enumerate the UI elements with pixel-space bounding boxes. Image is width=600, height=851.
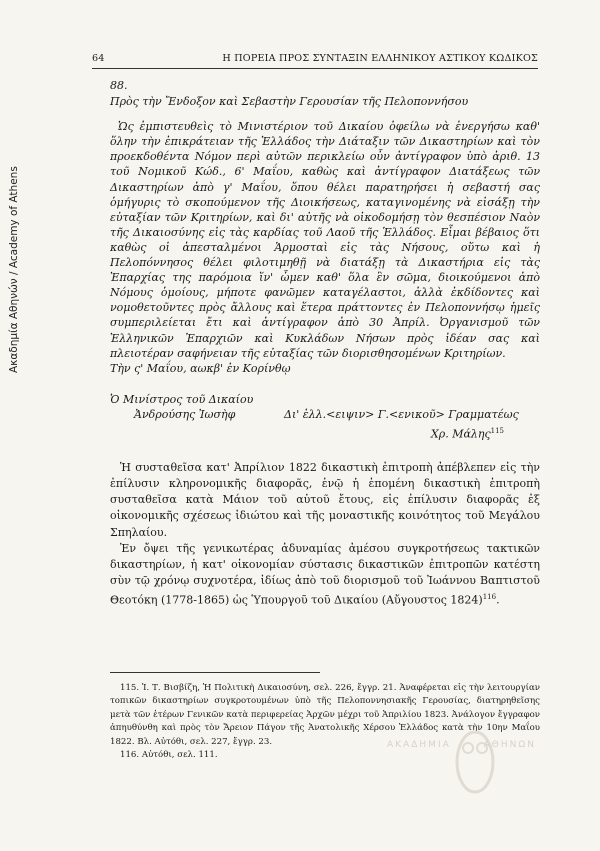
signature-right-name xyxy=(431,424,504,442)
signature-left-name: Ἀνδρούσης Ἰωσὴφ xyxy=(134,407,236,421)
document-number: 88. xyxy=(110,79,128,92)
signature-right-name-text: Χρ. Μάλης xyxy=(430,427,491,441)
document-date-line: Τὴν ς' Μαΐου, αωκβ' ἐν Κορίνθῳ xyxy=(110,361,291,375)
body-paragraph-2-text: Ἐν ὄψει τῆς γενικωτέρας ἀδυναμίας ἀμέσου συγκροτήσεως τακτικῶν δικαστηρίων, ἡ κατ' οἰκονομίαν σύστασις δικαστικῶν ἐπιτροπῶν κατέστη σὺν τῷ χρόνῳ συχνοτέρα, ἰδίως ἀπὸ τοῦ διορισμοῦ τοῦ Ἰωάννου Βαπτιστοῦ Θεοτόκη (1778-1865) ὡς Ὑπουργοῦ τοῦ Δικαίου (Αὔγουστος 1824) xyxy=(110,541,540,608)
body-text xyxy=(110,460,540,609)
body-paragraph-2-end: . xyxy=(496,594,500,608)
running-title: Η ΠΟΡΕΙΑ ΠΡΟΣ ΣΥΝΤΑΞΙΝ ΕΛΛΗΝΙΚΟΥ ΑΣΤΙΚΟΥ ΚΩΔΙΚΟΣ xyxy=(222,53,538,64)
signature-left-title: Ὁ Μινίστρος τοῦ Δικαίου xyxy=(110,392,254,406)
footnote-ref-115: 115 xyxy=(490,426,504,435)
signature-block xyxy=(110,392,540,456)
footnote-rule xyxy=(110,672,320,673)
watermark-right: ΑΘΗΝΩΝ xyxy=(483,740,536,750)
body-paragraph-2 xyxy=(110,541,540,609)
signature-right-title: Δι' ἑλλ.<ειψιν> Γ.<ενικοῦ> Γραμματέως xyxy=(284,407,519,421)
watermark xyxy=(359,740,536,750)
document-address: Πρὸς τὴν Ἔνδοξον καὶ Σεβαστὴν Γερουσίαν τῆς Πελοποννήσου xyxy=(110,95,469,109)
page-content xyxy=(110,78,540,609)
owl-watermark-icon xyxy=(450,722,500,802)
footnote-116: 116. Αὐτόθι, σελ. 111. xyxy=(120,750,218,761)
body-paragraph: Ἡ συσταθεῖσα κατ' Ἀπρίλιον 1822 δικαστικὴ ἐπιτροπὴ ἀπέβλεπεν εἰς τὴν ἐπίλυσιν κληρονομικῆς διαφορᾶς, ἐνῷ ἡ ἑπομένη δικαστικὴ ἐπιτροπὴ συσταθεῖσα κατὰ Μάιον τοῦ αὐτοῦ ἔτους, εἰς ἐπίλυσιν διαφορᾶς ἐξ οἰκονομικῆς σχέσεως ἰδιώτου καὶ τῆς μοναστικῆς κοινότητος τοῦ Μεγάλου Σπηλαίου. xyxy=(110,460,540,539)
side-label: Ακαδημία Αθηνών / Academy of Athens xyxy=(8,166,20,374)
footnote-ref-116: 116 xyxy=(482,593,497,602)
footnote-115: 115. Ἰ. Τ. Βισβίζη, Ἡ Πολιτικὴ Δικαιοσύνη, σελ. 226, ἔγγρ. 21. Ἀναφέρεται εἰς τὴν λειτουργίαν τοπικῶν δικαστηρίων συγκροτουμένων ὑπὸ τῆς Πελοποννησιακῆς Γερουσίας, διατηρηθεῖσης μετὰ τῶν ἑτέρων Γενικῶν κατὰ περιφερείας Ἀρχῶν μέχρι τοῦ Ἀπριλίου 1823. Ἀνάλογον ἔγγραφον ἀπηυθύνθη καὶ πρὸς τὸν Ἄρειον Πάγον τῆς Ἀνατολικῆς Χέρσου Ἑλλάδος κατὰ τὴν 10ην Μαΐου 1822. Βλ. Αὐτόθι, σελ. 227, ἔγγρ. 23. xyxy=(110,683,540,747)
page-number: 64 xyxy=(92,53,105,64)
document-text: Ὡς ἐμπιστευθεὶς τὸ Μινιστέριον τοῦ Δικαίου ὀφείλω νὰ ἐνεργήσω καθ' ὅλην τὴν ἐπικράτειαν τῆς Ἑλλάδος τὴν Διάταξιν τῶν Δικαστηρίων καὶ τὸν προεκδοθέντα Νόμον περὶ αὐτῶν περικλείω οὖν ἀντίγραφον ὑπὸ ἀριθ. 13 τοῦ Νομικοῦ Κώδ., 6' Μαΐου, καθὼς καὶ ἀντίγραφον Διατάξεως τῶν Δικαστηρίων ἀπὸ γ' Μαΐου, ὅπου θέλει παρατηρήσει ἡ σεβαστή σας ὁμήγυρις τὸ σκοπούμενον τῆς Διοικήσεως, καταγινομένης νὰ εἰσάξῃ τὴν εὐταξίαν τῶν Κριτηρίων, καὶ δι' αὐτῆς νὰ οἰκοδομήσῃ τὸν θεσπέσιον Ναὸν τῆς Δικαιοσύνης εἰς τὰς καρδίας τοῦ Λαοῦ τῆς Ἑλλάδος. Εἶμαι βέβαιος ὅτι καθὼς οἱ ἀπεσταλμένοι Ἁρμοσταὶ εἰς τὰς Νήσους, οὕτω καὶ ἡ Πελοπόννησος θέλει φιλοτιμηθῇ νὰ διατάξῃ τὰ Δικαστήρια εἰς τὰς Ἐπαρχίας της παρόμοια ἵν' ὦμεν καθ' ὅλα ἓν σῶμα, διοικούμενοι ἀπὸ Νόμους ὁμοίους, μήποτε φανῶμεν καταγέλαστοι, ἀλλὰ ἐκδίδοντες καὶ νομοθετοῦντες πρὸς ἄλλους καὶ ἕτερα πράττοντες ἐν Πελοποννήσῳ ἡμεῖς συμπεριλείεται ἔτι καὶ ἀντίγραφον ἀπὸ 30 Ἀπρίλ. Ὀργανισμοῦ τῶν Ἑλληνικῶν Ἐπαρχιῶν καὶ Κυκλάδων Νήσων πρὸς ἰδέαν σας καὶ πλειοτέραν σαφήνειαν τῆς εὐταξίας τῶν διορισθησομένων Κριτηρίων. xyxy=(110,120,540,360)
page-header xyxy=(92,53,538,64)
watermark-left: ΑΚΑΔΗΜΙΑ xyxy=(387,740,451,750)
header-rule xyxy=(92,68,538,69)
